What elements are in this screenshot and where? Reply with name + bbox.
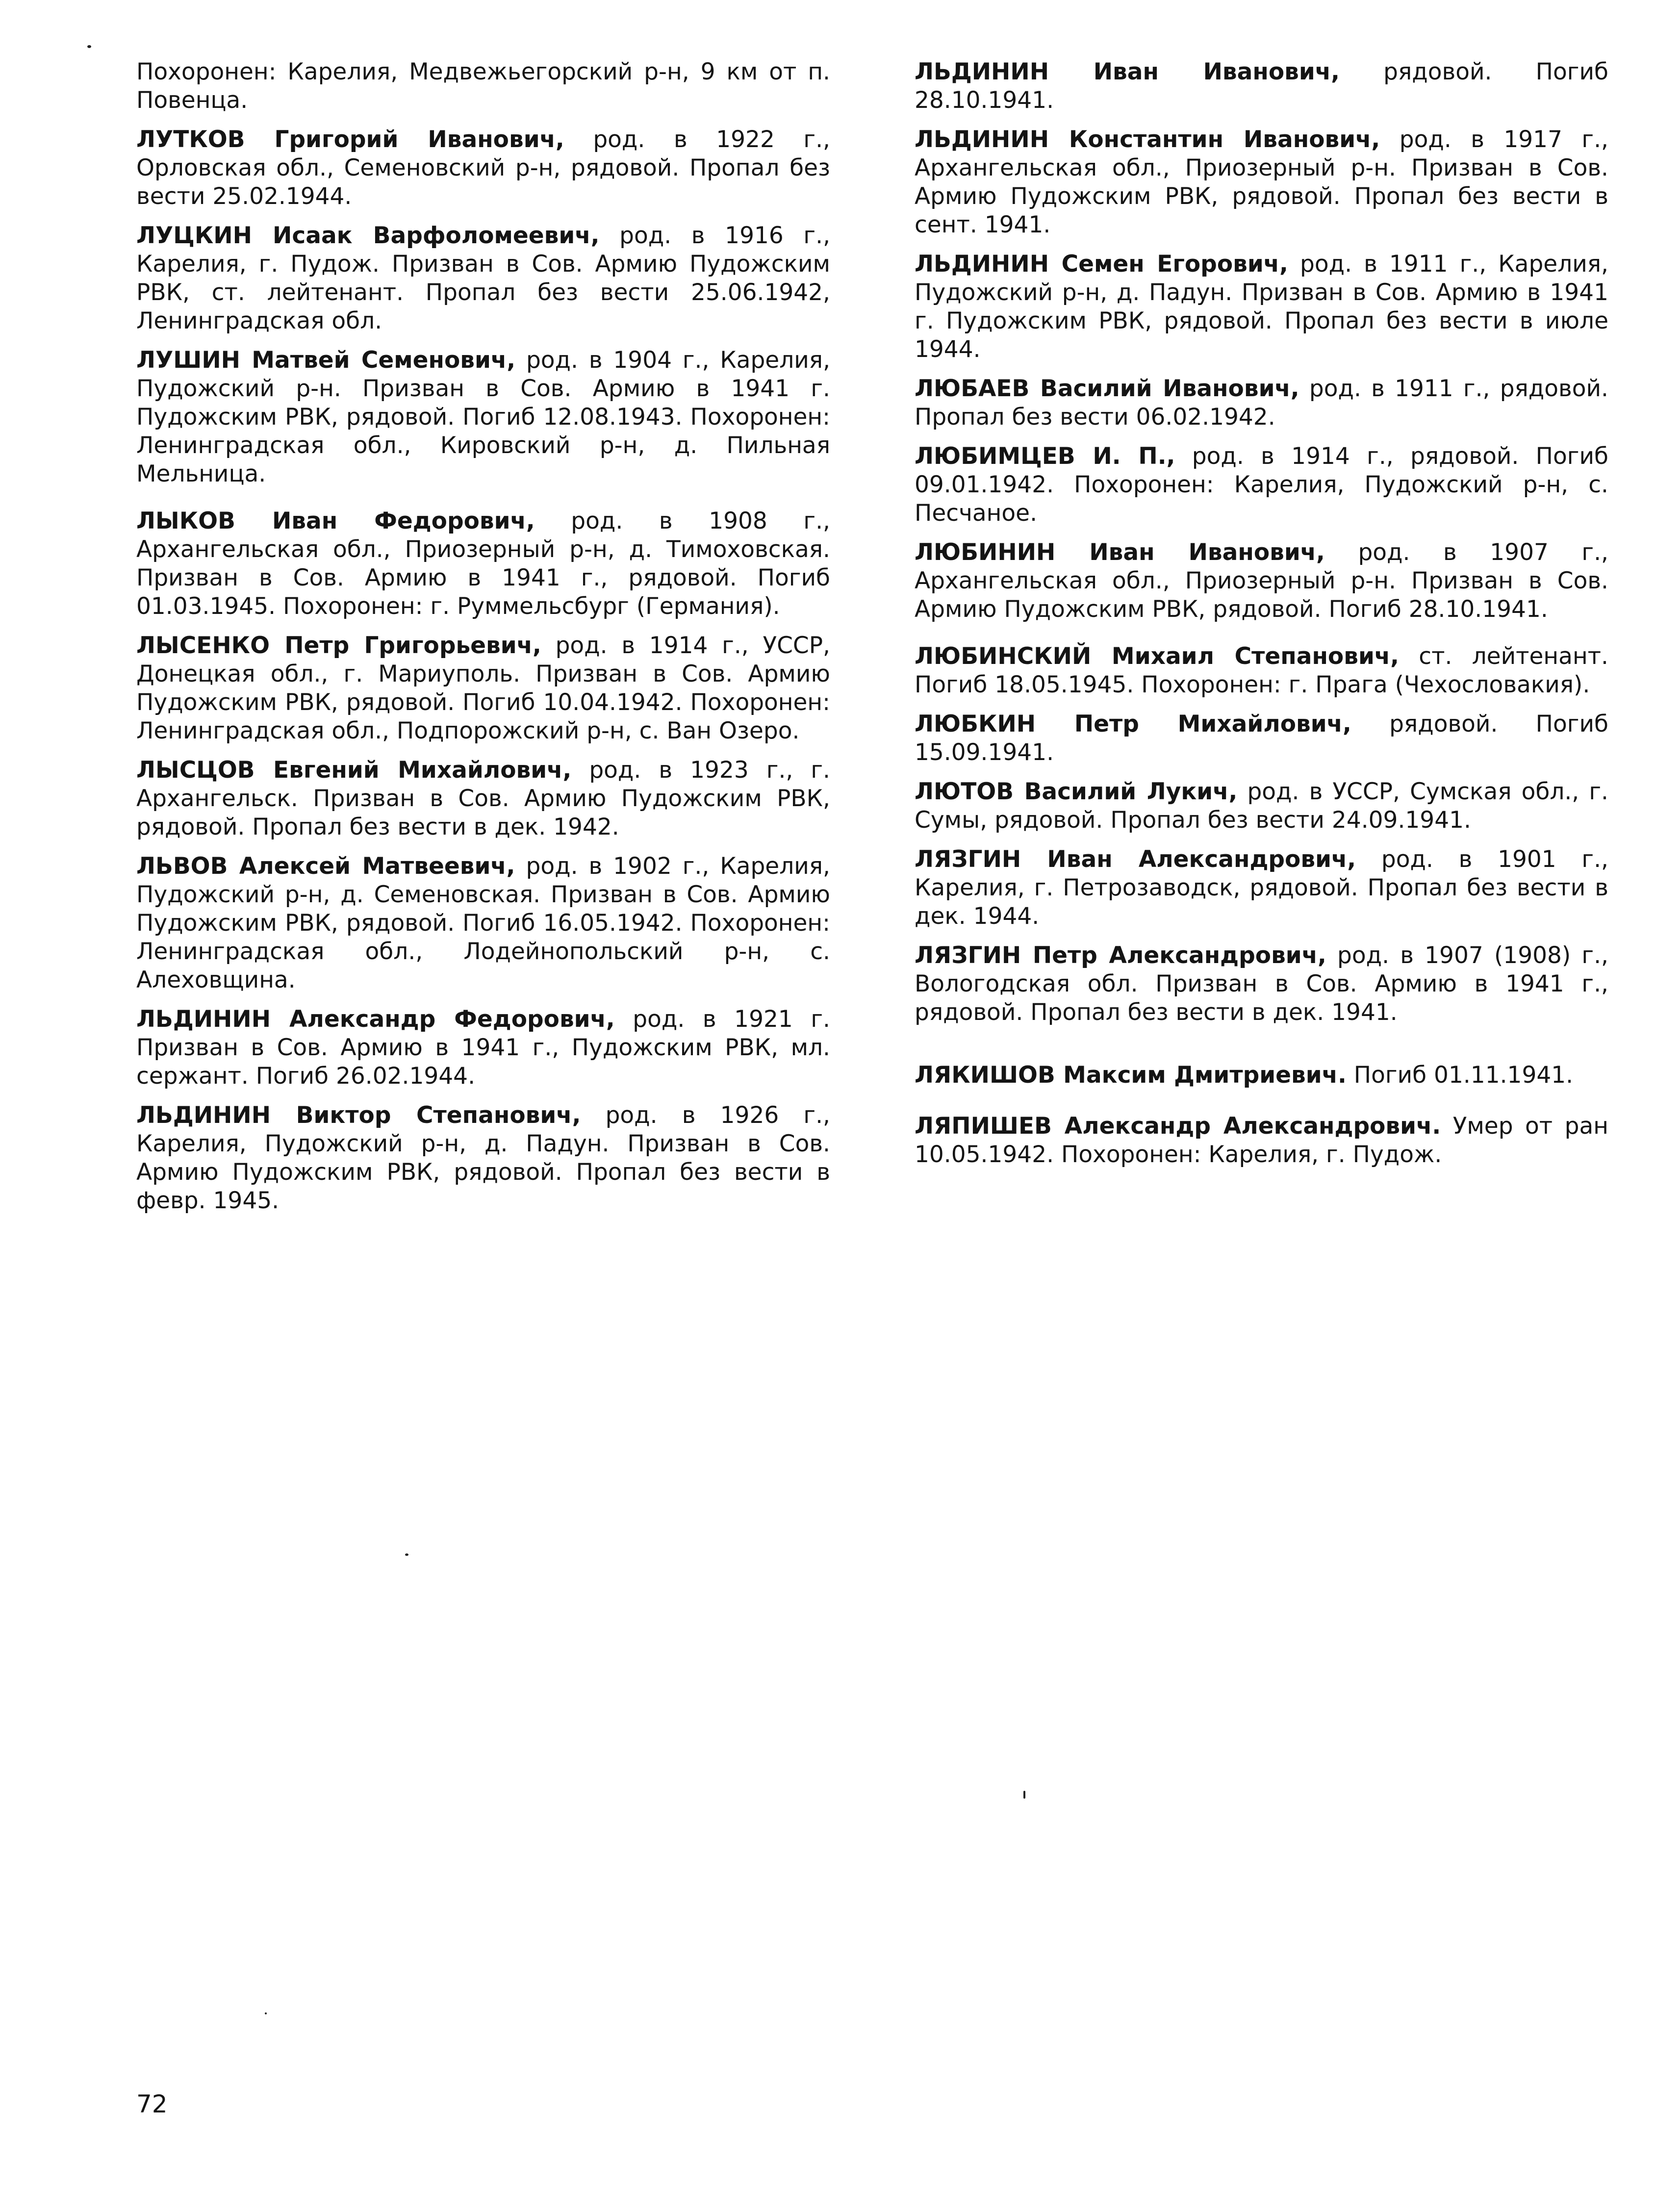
entry-text: род. в УССР, Сумская обл., г. Сумы, рядовой. Пропал без вести 24.09.1941. <box>915 778 1608 834</box>
entry-name: ЛЯЗГИН Петр Александрович, <box>915 942 1326 969</box>
entry-name: ЛЬДИНИН Иван Иванович, <box>915 58 1340 85</box>
entry-text: род. в 1926 г., Карелия, Пудожский р-н, д. Падун. Призван в Сов. Армию Пудожским РВК, рядовой. Пропал без вести в февр. 1945. <box>136 1102 830 1214</box>
scan-speck <box>1023 1791 1025 1799</box>
entry-lutskin <box>136 222 830 335</box>
entry-name: ЛЫСЦОВ Евгений Михайлович, <box>136 757 572 784</box>
entry-text: Погиб 01.11.1941. <box>1346 1062 1574 1089</box>
entry-text: род. в 1902 г., Карелия, Пудожский р-н, д. Семеновская. Призван в Сов. Армию Пудожским РВК, рядовой. Погиб 16.05.1942. Похоронен: Ленинградская обл., Лодейнопольский р-н, с. Алеховщина. <box>136 853 830 993</box>
entry-lyubinskiy <box>915 642 1608 699</box>
entry-text: род. в 1907 г., Архангельская обл., Приозерный р-н. Призван в Сов. Армию Пудожским РВК, рядовой. Погиб 28.10.1941. <box>915 539 1608 623</box>
entry-ldinin-semen <box>915 250 1608 364</box>
entry-lystsov <box>136 756 830 841</box>
entry-text: род. в 1914 г., рядовой. Погиб 09.01.1942. Похоронен: Карелия, Пудожский р-н, с. Песчаное. <box>915 443 1608 527</box>
entry-ldinin-aleksandr <box>136 1005 830 1091</box>
entry-text: род. в 1911 г., рядовой. Пропал без вести 06.02.1942. <box>915 375 1608 431</box>
entry-name: ЛЮБКИН Петр Михайлович, <box>915 711 1351 737</box>
entry-text: Похоронен: Карелия, Медвежьегорский р-н, 9 км от п. Повенца. <box>136 58 830 114</box>
entry-text: род. в 1923 г., г. Архангельск. Призван в Сов. Армию Пудожским РВК, рядовой. Пропал без вести в дек. 1942. <box>136 757 830 840</box>
entry-continuation <box>136 58 830 115</box>
entry-name: ЛУШИН Матвей Семенович, <box>136 347 516 374</box>
entry-text: род. в 1914 г., УССР, Донецкая обл., г. Мариуполь. Призван в Сов. Армию Пудожским РВК, рядовой. Погиб 10.04.1942. Похоронен: Ленинградская обл., Подпорожский р-н, с. Ван Озеро. <box>136 632 830 744</box>
entry-ldinin-viktor <box>136 1101 830 1215</box>
entry-name: ЛЮБАЕВ Василий Иванович, <box>915 375 1299 402</box>
entry-name: ЛЫСЕНКО Петр Григорьевич, <box>136 632 541 659</box>
entry-text: род. в 1907 (1908) г., Вологодская обл. Призван в Сов. Армию в 1941 г., рядовой. Пропал без вести в дек. 1941. <box>915 942 1608 1026</box>
entry-name: ЛЬДИНИН Семен Егорович, <box>915 251 1288 278</box>
entry-lushin <box>136 346 830 488</box>
entry-name: ЛЮБИНСКИЙ Михаил Степанович, <box>915 643 1400 670</box>
entry-name: ЛЬДИНИН Константин Иванович, <box>915 126 1380 153</box>
entry-lyubinin <box>915 538 1608 624</box>
entry-name: ЛЬДИНИН Виктор Степанович, <box>136 1102 581 1129</box>
entry-text: Умер от ран 10.05.1942. Похоронен: Карелия, г. Пудож. <box>915 1113 1608 1168</box>
entry-text: род. в 1911 г., Карелия, Пудожский р-н, д. Падун. Призван в Сов. Армию в 1941 г. Пудожским РВК, рядовой. Пропал без вести в июле 1944. <box>915 251 1608 363</box>
entry-name: ЛЯКИШОВ Максим Дмитриевич. <box>915 1062 1347 1089</box>
scan-speck <box>405 1553 408 1556</box>
entry-name: ЛЮБИНИН Иван Иванович, <box>915 539 1325 566</box>
entry-text: род. в 1917 г., Архангельская обл., Приозерный р-н. Призван в Сов. Армию Пудожским РВК, рядовой. Пропал без вести в сент. 1941. <box>915 126 1608 238</box>
page-number: 72 <box>136 2090 168 2118</box>
entry-lyutov <box>915 778 1608 835</box>
entry-text: род. в 1901 г., Карелия, г. Петрозаводск, рядовой. Пропал без вести в дек. 1944. <box>915 846 1608 930</box>
entry-lyazgin-petr <box>915 941 1608 1027</box>
entry-name: ЛЯЗГИН Иван Александрович, <box>915 846 1356 873</box>
entry-lykov <box>136 507 830 621</box>
entry-lyazgin-ivan <box>915 845 1608 931</box>
entry-text: род. в 1922 г., Орловская обл., Семеновский р-н, рядовой. Пропал без вести 25.02.1944. <box>136 126 830 210</box>
left-column <box>136 58 830 1226</box>
entry-lyubaev <box>915 375 1608 432</box>
scan-speck <box>87 45 91 48</box>
entry-lysenko <box>136 632 830 745</box>
entry-lyubimtsev <box>915 442 1608 528</box>
entry-name: ЛЬВОВ Алексей Матвеевич, <box>136 853 515 880</box>
entry-ldinin-ivan <box>915 58 1608 115</box>
entry-name: ЛЮТОВ Василий Лукич, <box>915 778 1238 805</box>
entry-name: ЛЮБИМЦЕВ И. П., <box>915 443 1175 470</box>
entry-lyubkin <box>915 710 1608 767</box>
entry-ldinin-konstantin <box>915 126 1608 239</box>
entry-text: род. в 1908 г., Архангельская обл., Приозерный р-н, д. Тимоховская. Призван в Сов. Армию в 1941 г., рядовой. Погиб 01.03.1945. Похоронен: г. Руммельсбург (Германия). <box>136 508 830 620</box>
entry-text: рядовой. Погиб 15.09.1941. <box>915 711 1608 766</box>
entry-name: ЛУТКОВ Григорий Иванович, <box>136 126 564 153</box>
scan-speck <box>265 2012 267 2014</box>
entry-text: рядовой. Погиб 28.10.1941. <box>915 58 1608 114</box>
entry-name: ЛЯПИШЕВ Александр Александрович. <box>915 1113 1441 1140</box>
entry-text: род. в 1904 г., Карелия, Пудожский р-н. Призван в Сов. Армию в 1941 г. Пудожским РВК, рядовой. Погиб 12.08.1943. Похоронен: Ленинградская обл., Кировский р-н, д. Пильная Мельница. <box>136 347 831 487</box>
right-column <box>915 58 1608 1180</box>
entry-text: ст. лейтенант. Погиб 18.05.1945. Похоронен: г. Прага (Чехословакия). <box>915 643 1608 698</box>
entry-lvov <box>136 852 830 994</box>
entry-lyapishev <box>915 1112 1608 1169</box>
entry-text: род. в 1916 г., Карелия, г. Пудож. Призван в Сов. Армию Пудожским РВК, ст. лейтенант. Пропал без вести 25.06.1942, Ленинградская обл. <box>136 222 831 334</box>
entry-name: ЛЫКОВ Иван Федорович, <box>136 508 535 534</box>
entry-name: ЛЬДИНИН Александр Федорович, <box>136 1006 615 1033</box>
entry-text: род. в 1921 г. Призван в Сов. Армию в 1941 г., Пудожским РВК, мл. сержант. Погиб 26.02.1944. <box>136 1006 830 1090</box>
entry-lutkov <box>136 126 830 211</box>
entry-lyakishov <box>915 1061 1608 1090</box>
entry-name: ЛУЦКИН Исаак Варфоломеевич, <box>136 222 600 249</box>
